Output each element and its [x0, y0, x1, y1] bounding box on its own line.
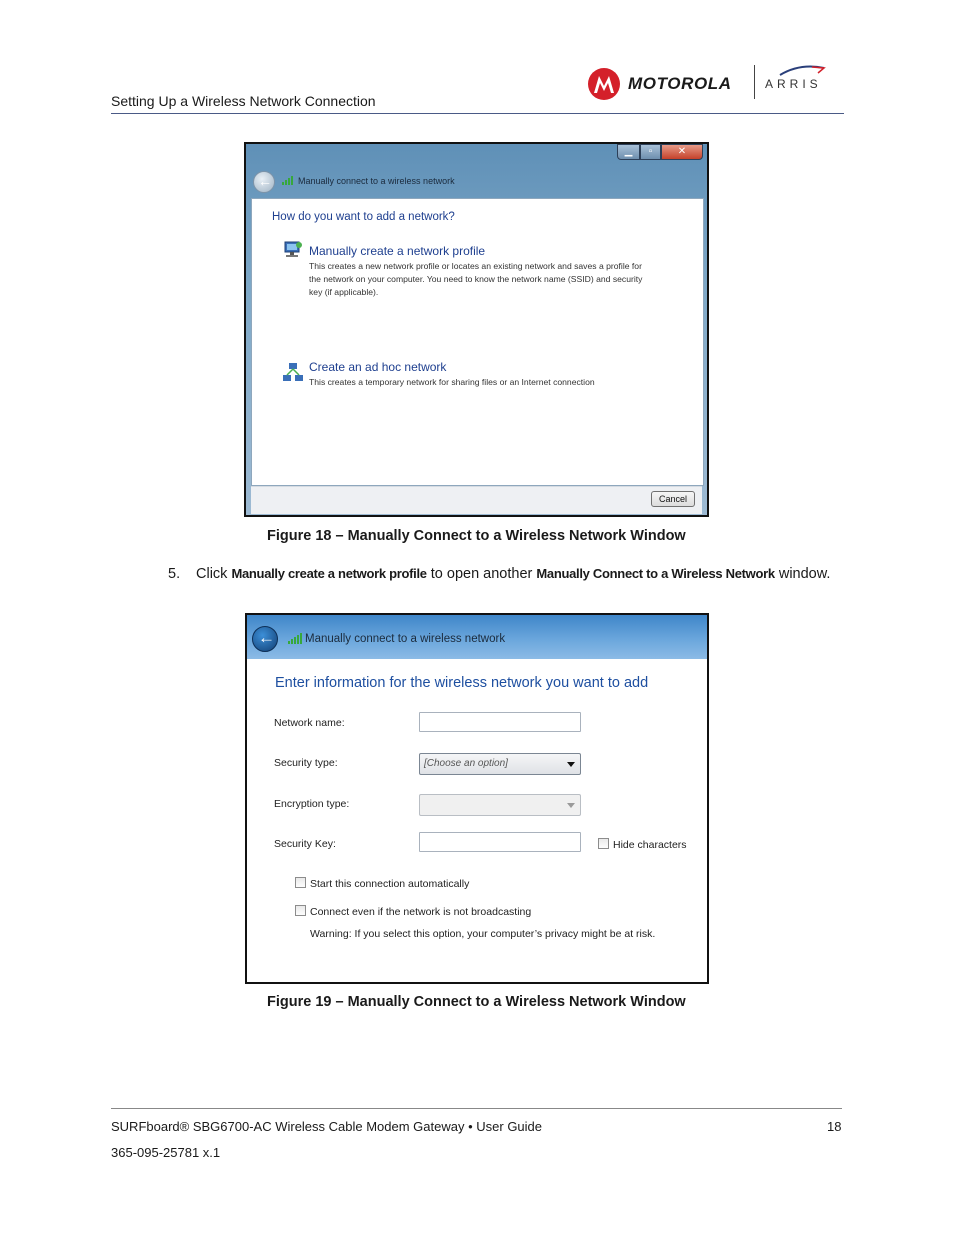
page-number: 18: [827, 1119, 842, 1134]
privacy-warning: Warning: If you select this option, your computer’s privacy might be at risk.: [310, 928, 656, 940]
step-text-middle: to open another: [426, 566, 537, 582]
create-ad-hoc-link[interactable]: Create an ad hoc network: [309, 360, 447, 374]
step-text-prefix: Click: [196, 566, 232, 582]
hide-characters-checkbox[interactable]: [598, 838, 609, 849]
connect-not-broadcasting-checkbox[interactable]: [295, 905, 306, 916]
minimize-button[interactable]: ▁: [617, 144, 640, 160]
window-content: [251, 198, 704, 486]
brand-logo: [588, 65, 833, 103]
figure-18-caption: Figure 18 – Manually Connect to a Wireless Network Window: [267, 528, 686, 544]
close-button[interactable]: ✕: [661, 144, 703, 160]
step-number: 5.: [168, 566, 181, 582]
document-number: 365-095-25781 x.1: [111, 1145, 221, 1160]
dropdown-arrow-icon: [567, 762, 575, 767]
logo-separator: [754, 65, 755, 99]
security-type-value: [Choose an option]: [424, 758, 508, 769]
security-key-input[interactable]: [419, 832, 581, 852]
start-automatically-checkbox[interactable]: [295, 877, 306, 888]
question-heading: How do you want to add a network?: [272, 211, 455, 223]
security-key-label: Security Key:: [274, 838, 336, 850]
step-ui-term-2: Manually Connect to a Wireless Network: [536, 566, 775, 581]
connect-not-broadcasting-label: Connect even if the network is not broadcasting: [310, 906, 532, 918]
wireless-signal-icon: [282, 176, 293, 185]
window-footer: [251, 486, 702, 514]
network-profile-icon: [282, 239, 304, 261]
step-5-text: [196, 566, 830, 582]
arris-wordmark: ARRIS: [765, 77, 822, 91]
start-automatically-label: Start this connection automatically: [310, 878, 470, 890]
window-title: Manually connect to a wireless network: [305, 633, 506, 645]
step-text-suffix: window.: [774, 566, 831, 582]
back-arrow-icon[interactable]: ←: [252, 626, 278, 652]
form-heading: Enter information for the wireless network you want to add: [275, 675, 649, 691]
hide-characters-label: Hide characters: [613, 839, 687, 851]
dropdown-arrow-icon: [567, 803, 575, 808]
motorola-logo-icon: [588, 68, 620, 100]
back-arrow-icon[interactable]: ←: [253, 171, 275, 193]
window-title: Manually connect to a wireless network: [298, 176, 455, 186]
window-title-bar: [247, 615, 707, 659]
footer-divider: [111, 1108, 842, 1109]
encryption-type-select[interactable]: [419, 794, 581, 816]
ad-hoc-network-icon: [282, 362, 304, 384]
wireless-signal-icon: [288, 633, 302, 644]
section-title: Setting Up a Wireless Network Connection: [111, 93, 376, 109]
manually-create-profile-desc: This creates a new network profile or locates an existing network and saves a profile for the network on your computer. You need to know the network name (SSID) and security key (if applicable).: [309, 261, 643, 297]
window-controls: [617, 144, 703, 161]
manually-create-profile-link[interactable]: Manually create a network profile: [309, 244, 486, 258]
figure-19-window: [245, 613, 709, 984]
figure-19-caption: Figure 19 – Manually Connect to a Wireless Network Window: [267, 994, 686, 1010]
arris-swoosh-icon: [778, 65, 826, 77]
network-name-label: Network name:: [274, 717, 345, 729]
network-name-input[interactable]: [419, 712, 581, 732]
create-ad-hoc-desc: This creates a temporary network for sharing files or an Internet connection: [309, 377, 595, 387]
security-type-select[interactable]: [419, 753, 581, 775]
maximize-button[interactable]: ▫: [640, 144, 661, 160]
figure-18-window: [244, 142, 709, 517]
security-type-label: Security type:: [274, 757, 338, 769]
header-divider: [111, 113, 844, 114]
step-ui-term-1: Manually create a network profile: [231, 566, 427, 581]
cancel-button[interactable]: Cancel: [651, 491, 695, 507]
encryption-type-label: Encryption type:: [274, 798, 350, 810]
footer-product: SURFboard® SBG6700-AC Wireless Cable Modem Gateway • User Guide: [111, 1119, 543, 1134]
motorola-wordmark: MOTOROLA: [628, 74, 732, 93]
